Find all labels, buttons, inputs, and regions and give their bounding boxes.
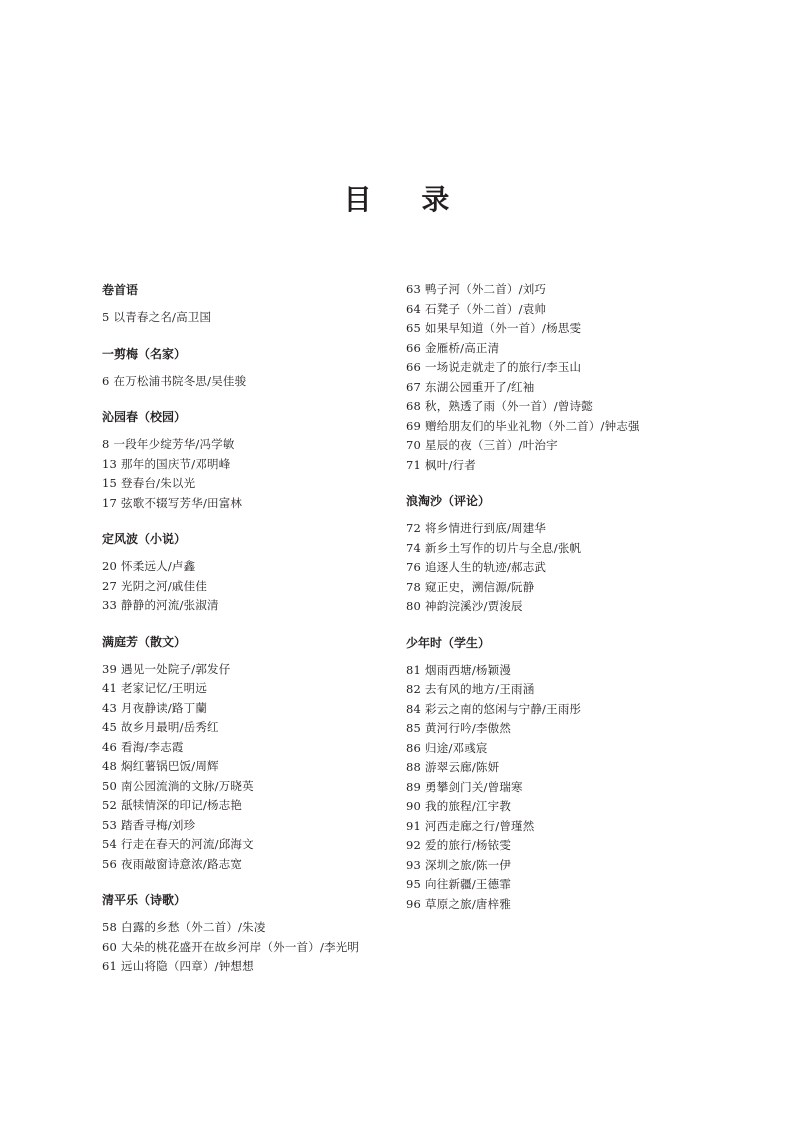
toc-entry-title: 静静的河流/张淑清 [121,598,219,612]
toc-page-number: 53 [102,817,118,832]
toc-entry-title: 光阴之河/戚佳佳 [121,578,208,593]
toc-entry-title: 草原之旅/唐梓雅 [425,896,512,911]
toc-entry[interactable] [102,596,392,616]
toc-page-number: 50 [102,778,118,793]
toc-page-number: 41 [102,681,118,695]
toc-entry-title: 看海/李志霞 [121,739,184,754]
toc-entry-title: 踏香寻梅/刘珍 [121,817,196,832]
toc-entry-title: 在万松浦书院冬思/吴佳骏 [113,373,247,388]
toc-entry[interactable] [406,817,696,837]
toc-entry[interactable] [406,700,696,720]
toc-entry[interactable] [102,494,392,514]
toc-page-number: 68 [406,399,422,413]
toc-page-number: 70 [406,438,422,452]
toc-entry-title: 游翠云廊/陈妍 [425,760,500,774]
toc-entry[interactable] [406,280,696,300]
section-heading: 定风波（小说） [102,532,187,546]
toc-page-number: 27 [102,578,118,593]
toc-entry[interactable] [102,757,392,777]
toc-entry[interactable] [102,372,392,392]
section-heading: 少年时（学生） [406,635,491,650]
toc-entry[interactable] [406,895,696,915]
section-heading: 卷首语 [102,283,139,297]
toc-entry-title: 登春台/朱以光 [121,476,196,490]
toc-entry[interactable] [406,661,696,681]
toc-entry-title: 枫叶/行者 [425,457,476,472]
toc-entry[interactable] [102,660,392,680]
toc-page-number: 33 [102,598,118,612]
toc-page-number: 6 [102,373,110,388]
toc-entry[interactable] [102,957,392,977]
toc-entry[interactable] [406,680,696,700]
toc-page-number: 39 [102,661,118,676]
toc-entry[interactable] [406,397,696,417]
toc-entry-title: 彩云之南的悠闲与宁静/王雨彤 [425,701,582,716]
toc-entry[interactable] [102,777,392,797]
toc-page-number: 91 [406,818,422,833]
toc-entry[interactable] [406,836,696,856]
toc-page-number: 5 [102,310,110,324]
toc-entry-title: 遇见一处院子/郭发仔 [121,661,231,676]
toc-page-number: 60 [102,939,118,954]
toc-entry[interactable] [406,378,696,398]
toc-entry[interactable] [102,835,392,855]
toc-entry-title: 黄河行吟/李傲然 [425,721,512,735]
toc-entry-title: 月夜静读/路丁蘭 [121,700,208,715]
toc-entry-title: 秋，熟透了雨（外一首）/曾诗懿 [425,399,593,413]
toc-entry[interactable] [102,738,392,758]
toc-page-number: 71 [406,457,422,472]
toc-page-number: 88 [406,760,422,774]
toc-page-number: 85 [406,721,422,735]
toc-entry-title: 烟雨西塘/杨颖漫 [425,662,512,677]
toc-page-number: 20 [102,559,118,573]
toc-page-number: 66 [406,360,422,374]
toc-entry-title: 向往新疆/王德霏 [425,877,512,891]
toc-entry-title: 石凳子（外二首）/袁帅 [425,301,547,316]
toc-entry[interactable] [406,456,696,476]
toc-entry[interactable] [102,938,392,958]
toc-page-number: 81 [406,662,422,677]
toc-entry-title: 白露的乡愁（外二首）/朱凌 [121,920,266,934]
toc-entry[interactable] [102,577,392,597]
toc-entry[interactable] [406,319,696,339]
toc-page-number: 45 [102,720,118,734]
toc-page-number: 66 [406,340,422,355]
toc-entry-title: 焖红薯锅巴饭/周辉 [121,759,219,773]
toc-page-number: 86 [406,740,422,755]
toc-entry-title: 去有风的地方/王雨涵 [425,682,535,696]
toc-entry[interactable] [406,539,696,559]
toc-entry[interactable] [102,455,392,475]
toc-page-number: 61 [102,959,118,973]
toc-entry-title: 赠给朋友们的毕业礼物（外二首）/钟志强 [425,418,640,433]
toc-entry-title: 行走在春天的河流/邱海文 [121,837,254,851]
toc-entry-title: 远山将隐（四章）/钟想想 [121,959,254,973]
toc-page-number: 63 [406,282,422,296]
section-heading: 一剪梅（名家） [102,346,187,361]
toc-entry[interactable] [102,557,392,577]
toc-page-number: 80 [406,599,422,613]
toc-entry-title: 故乡月最明/岳秀红 [121,720,219,734]
toc-page-number: 84 [406,701,422,716]
toc-entry-title: 东湖公园重开了/红袖 [425,379,535,394]
toc-entry[interactable] [102,699,392,719]
section-heading: 沁园春（校园） [102,410,187,424]
toc-entry-title: 神韵浣溪沙/贾浚辰 [425,599,523,613]
toc-entry-title: 爱的旅行/杨铱雯 [425,838,512,852]
toc-entry-title: 大朵的桃花盛开在故乡河岸（外一首）/李光明 [121,939,360,954]
toc-entry[interactable] [406,739,696,759]
toc-entry[interactable] [102,474,392,494]
toc-entry-title: 鸭子河（外二首）/刘巧 [425,282,547,296]
toc-entry-title: 勇攀剑门关/曾瑞寒 [425,779,523,794]
toc-page-number: 90 [406,799,422,813]
toc-entry[interactable] [102,816,392,836]
toc-entry[interactable] [406,300,696,320]
toc-page-number: 56 [102,856,118,871]
toc-entry[interactable] [406,597,696,617]
toc-page-number: 74 [406,540,422,555]
toc-entry[interactable] [102,679,392,699]
toc-entry-title: 以青春之名/高卫国 [113,310,212,324]
toc-page-number: 72 [406,521,422,535]
toc-left-column [102,280,392,977]
toc-entry-title: 一场说走就走了的旅行/李玉山 [425,360,582,374]
toc-entry[interactable] [102,855,392,875]
toc-page-number: 64 [406,301,422,316]
toc-entry-title: 那年的国庆节/邓明峰 [121,456,231,471]
toc-page-number: 89 [406,779,422,794]
toc-entry-title: 弦歌不辍写芳华/田富林 [121,495,243,510]
toc-entry-title: 深圳之旅/陈一伊 [425,857,512,872]
toc-entry[interactable] [102,918,392,938]
toc-entry[interactable] [406,778,696,798]
toc-entry-title: 怀柔远人/卢鑫 [121,559,196,573]
toc-entry[interactable] [406,519,696,539]
toc-page-number: 82 [406,682,422,696]
toc-page-number: 65 [406,321,422,335]
toc-entry[interactable] [102,796,392,816]
toc-entry[interactable] [406,578,696,598]
toc-page-number: 95 [406,877,422,891]
toc-page-number: 76 [406,560,422,574]
toc-entry-title: 老家记忆/王明远 [121,681,208,695]
toc-entry-title: 追逐人生的轨迹/郝志武 [425,560,547,574]
toc-entry-title: 如果早知道（外一首）/杨思雯 [425,321,582,335]
toc-entry[interactable] [406,417,696,437]
toc-entry[interactable] [406,358,696,378]
toc-page-number: 48 [102,759,118,773]
toc-entry-title: 南公园流淌的文脉/万晓英 [121,778,254,793]
toc-page-number: 78 [406,579,422,594]
toc-page-number: 46 [102,739,118,754]
toc-entry[interactable] [406,758,696,778]
section-heading: 清平乐（诗歌） [102,893,187,907]
page-title: 目 录 [343,183,470,216]
toc-entry-title: 一段年少绽芳华/冯学敏 [113,437,235,451]
toc-entry[interactable] [406,797,696,817]
toc-entry[interactable] [406,558,696,578]
toc-entry-title: 将乡情进行到底/周建华 [425,521,547,535]
toc-page-number: 8 [102,437,110,451]
toc-page-number: 93 [406,857,422,872]
toc-entry-title: 金雁桥/高正清 [425,340,500,355]
toc-page-number: 52 [102,798,118,812]
toc-page-number: 96 [406,896,422,911]
toc-entry[interactable] [406,856,696,876]
toc-entry[interactable] [406,719,696,739]
toc-entry-title: 窥正史，溯信源/阮静 [425,579,535,594]
toc-entry-title: 夜雨敲窗诗意浓/路志宽 [121,856,243,871]
toc-entry[interactable] [406,436,696,456]
toc-entry-title: 归途/邓彧宸 [425,740,488,755]
toc-entry[interactable] [406,339,696,359]
toc-right-column [406,280,696,914]
section-heading: 浪淘沙（评论） [406,494,491,508]
toc-page-number: 58 [102,920,118,934]
toc-entry[interactable] [406,875,696,895]
toc-page-number: 92 [406,838,422,852]
toc-entry-title: 星辰的夜（三首）/叶治宇 [425,438,558,452]
toc-entry-title: 新乡土写作的切片与全息/张帆 [425,540,582,555]
toc-page-number: 67 [406,379,422,394]
toc-entry-title: 我的旅程/江宇教 [425,799,512,813]
toc-entry-title: 舐犊情深的印记/杨志艳 [121,798,243,812]
section-heading: 满庭芳（散文） [102,634,187,649]
toc-page-number: 15 [102,476,118,490]
toc-entry[interactable] [102,308,392,328]
toc-page-number: 17 [102,495,118,510]
toc-entry[interactable] [102,718,392,738]
toc-page-number: 69 [406,418,422,433]
toc-entry-title: 河西走廊之行/曾瑾然 [425,818,535,833]
toc-page-number: 54 [102,837,118,851]
toc-page-number: 43 [102,700,118,715]
toc-entry[interactable] [102,435,392,455]
toc-page-number: 13 [102,456,118,471]
